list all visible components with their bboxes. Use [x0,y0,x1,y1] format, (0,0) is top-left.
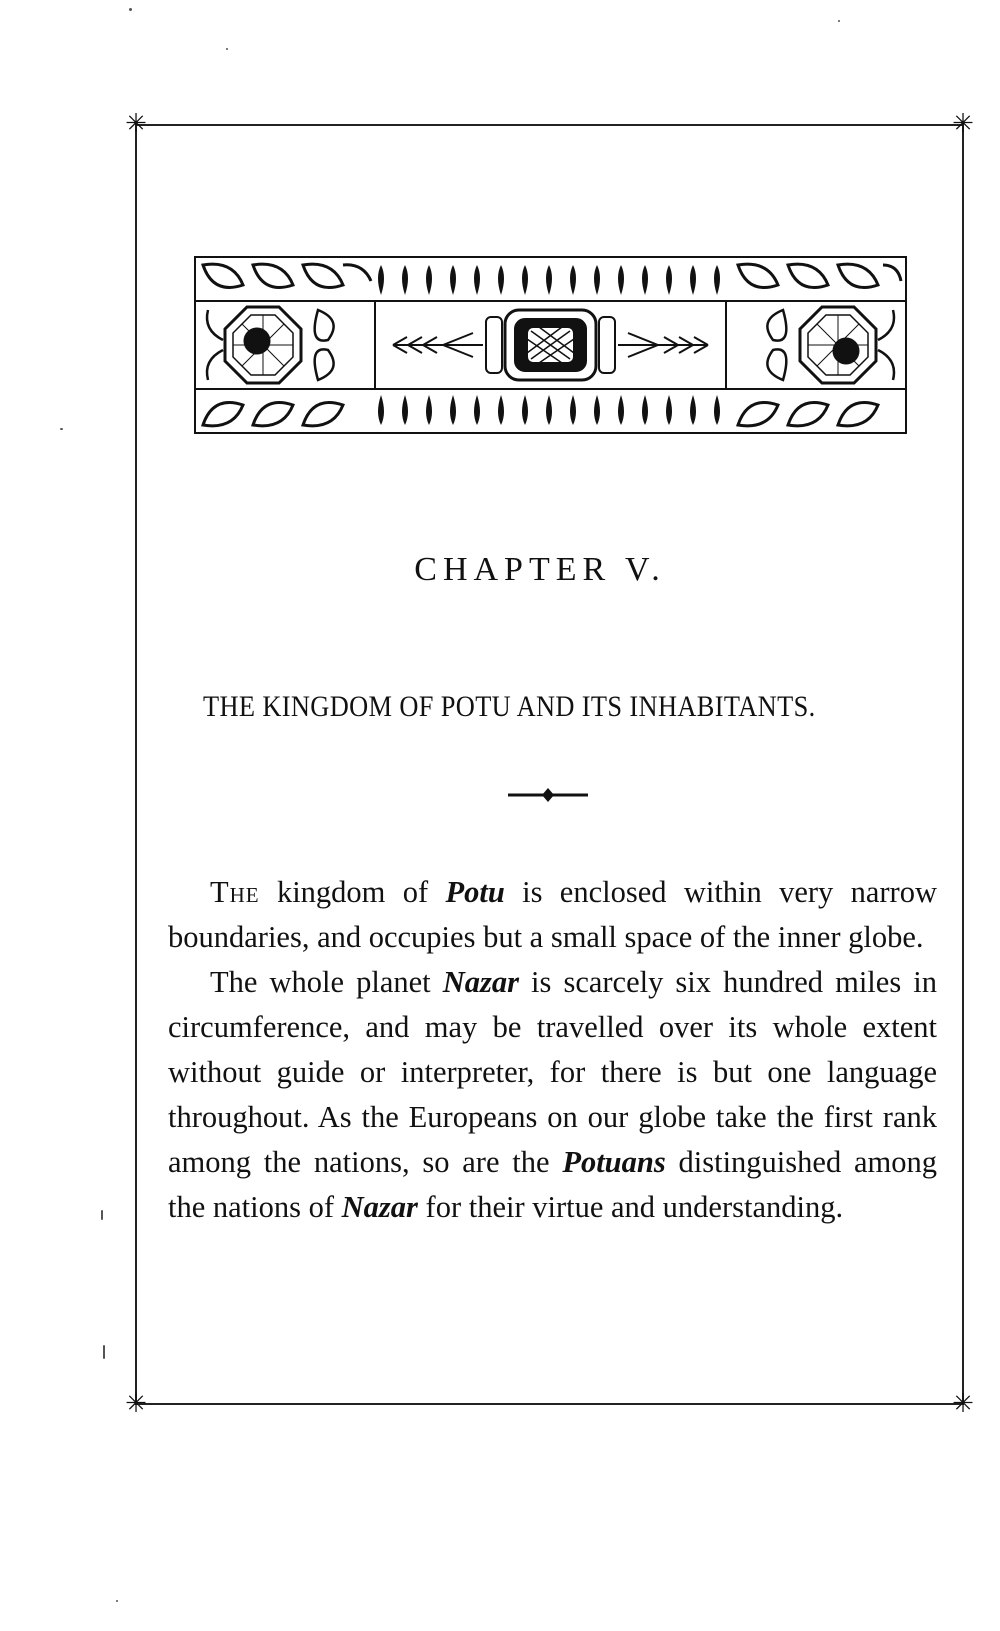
italic-term: Potu [445,875,505,909]
corner-star-icon: ✳ [125,109,147,139]
italic-term: Nazar [442,965,519,999]
corner-star-icon: ✳ [952,1389,974,1419]
corner-star-icon: ✳ [125,1389,147,1419]
text-run: is enclosed within very narrow boundaries, and occupies but a small space of the inner globe. [168,875,937,954]
italic-term: Potuans [562,1145,666,1179]
text-run: The whole planet [210,965,443,999]
text-run: distinguished among the nations of [168,1145,937,1224]
bottom-rule [135,1403,964,1405]
body-text [168,870,937,1230]
scan-speck [60,428,63,430]
scan-speck [226,48,228,50]
scan-speck [838,20,840,22]
separator-ornament-icon [508,785,588,805]
headpiece-ornament-icon [193,255,908,435]
scan-speck [103,1345,105,1359]
scan-speck [101,1210,103,1220]
paragraph-1 [168,870,937,960]
chapter-title: CHAPTER V. [414,551,666,588]
top-rule [135,124,964,126]
text-run: kingdom of [259,875,446,909]
text-run: for their virtue and understanding. [417,1190,844,1224]
corner-star-icon: ✳ [952,109,974,139]
text-run: is scarcely six hundred miles in circumference, and may be travelled over its whole extent without guide or interpreter, for there is but one language throughout. As the Europeans on our globe take the first rank among the nations, so are the [168,965,937,1179]
paragraph-2 [168,960,937,1230]
chapter-subtitle: THE KINGDOM OF POTU AND ITS INHABITANTS. [203,690,816,723]
italic-term: Nazar [341,1190,418,1224]
paragraph-initial: The [210,875,260,909]
scan-speck [116,1600,118,1602]
scan-speck [129,8,132,11]
